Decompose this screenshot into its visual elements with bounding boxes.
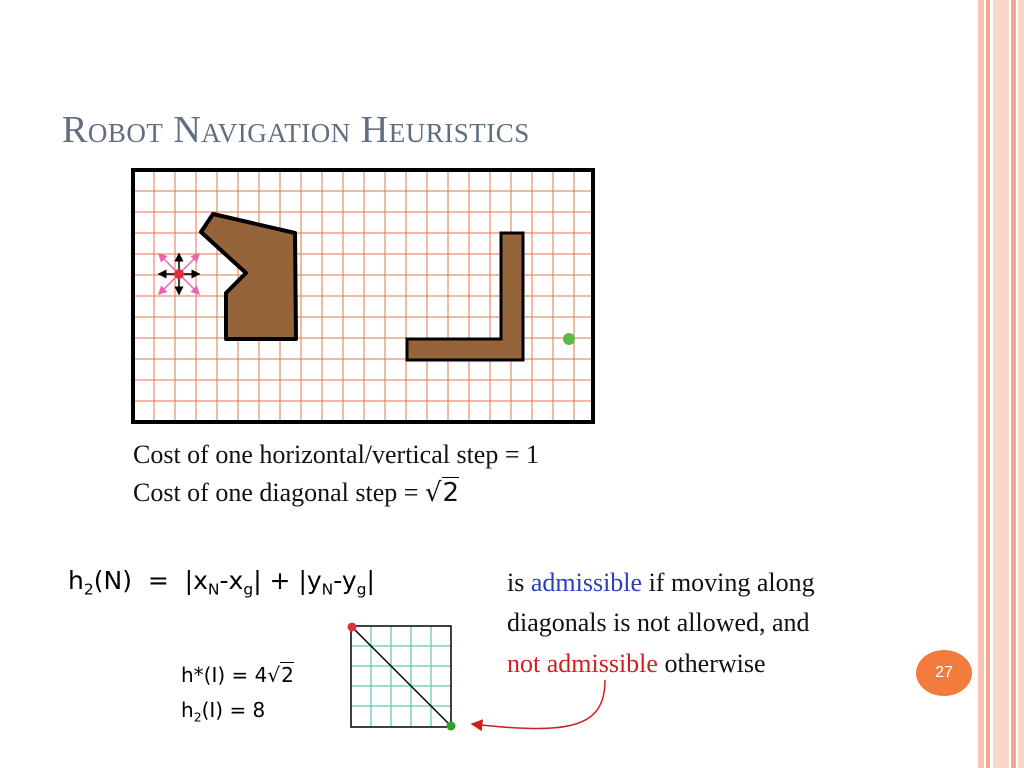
- formula-part: | + |y: [253, 566, 322, 595]
- formula-part: (N) = |x: [93, 566, 208, 595]
- admissibility-text: is: [507, 568, 531, 597]
- admissibility-line-3: [507, 649, 766, 679]
- h2-label: (I) = 8: [201, 698, 266, 722]
- sqrt-radicand: 2: [281, 663, 294, 687]
- heuristic-formula: [68, 566, 375, 598]
- formula-sub: g: [356, 580, 367, 599]
- formula-sub: g: [243, 580, 254, 599]
- admissibility-text: otherwise: [657, 649, 766, 678]
- green-dot-icon: [447, 722, 456, 731]
- formula-h: h: [68, 566, 84, 595]
- green-dot-icon: [563, 333, 575, 345]
- slide-title: Robot Navigation Heuristics: [62, 109, 530, 151]
- hstar-value: [181, 663, 294, 687]
- cost-hv-step: Cost of one horizontal/vertical step = 1: [133, 440, 540, 469]
- obstacle-polygon: [201, 214, 296, 339]
- admissible-word: admissible: [530, 568, 643, 597]
- formula-part: -x: [219, 566, 244, 595]
- formula-part: -y: [333, 566, 357, 595]
- h2-value: [181, 698, 265, 724]
- h2-sub: 2: [193, 709, 202, 725]
- page-number-badge: 27: [916, 650, 972, 696]
- red-dot-icon: [348, 623, 357, 632]
- formula-sub: N: [207, 580, 220, 599]
- sqrt-radicand: 2: [442, 478, 460, 508]
- admissibility-text: if moving along: [642, 568, 815, 597]
- red-pointer-arrow: [472, 680, 605, 729]
- diagonal-path-line: [352, 627, 451, 726]
- admissibility-line-2: diagonals is not allowed, and: [507, 608, 810, 637]
- formula-sub: 2: [83, 580, 94, 599]
- hstar-label: h*(I) = 4: [181, 663, 268, 687]
- red-dot-icon: [174, 269, 184, 279]
- formula-part: |: [366, 566, 375, 595]
- not-admissible-word: not admissible: [507, 649, 658, 678]
- h2-label: h: [181, 698, 194, 722]
- admissibility-line-1: [507, 568, 815, 598]
- cost-diagonal-label: Cost of one diagonal step =: [133, 478, 425, 507]
- cost-diagonal-step: [133, 478, 459, 508]
- formula-sub: N: [321, 580, 334, 599]
- sqrt-symbol: √2: [267, 663, 294, 687]
- sqrt-symbol: √2: [424, 478, 460, 508]
